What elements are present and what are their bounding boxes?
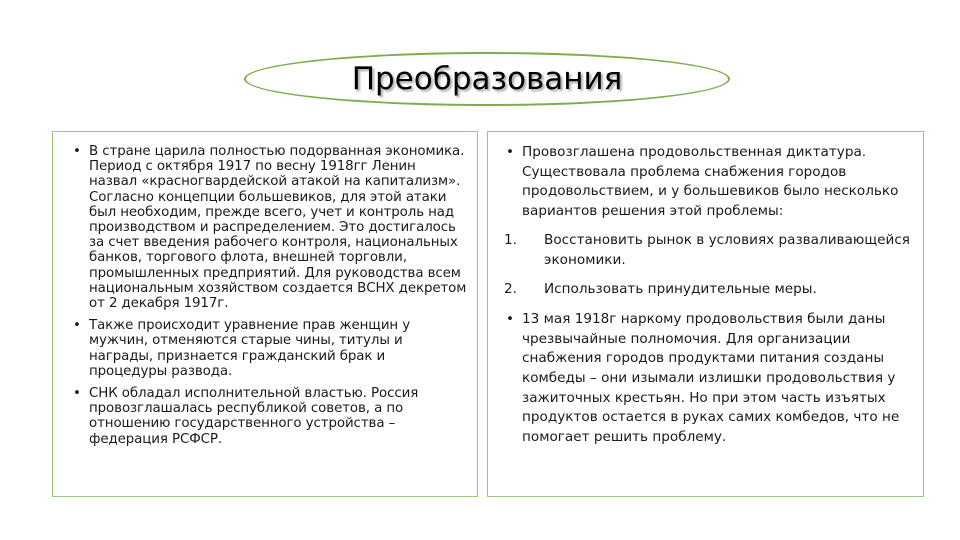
- numbered-item-2-text: Использовать принудительные меры.: [544, 280, 817, 297]
- right-final-bullet: • 13 мая 1918г наркому продовольствия были даны чрезвычайные полномочия. Для организации снабжения городов продуктами питания созданы комбеды – они изымали излишки продовольствия у зажиточных крестьян. Но при этом часть изъятых продуктов остается в руках самих комбедов, что не помогает решить проблему.: [504, 310, 913, 447]
- numbered-item-1-number: 1.: [504, 232, 517, 249]
- right-final-list: [504, 310, 913, 447]
- numbered-item-2-number: 2.: [504, 280, 517, 297]
- numbered-item-2: [504, 280, 913, 300]
- right-intro-bullet: • Провозглашена продовольственная диктатура. Существовала проблема снабжения городов продовольствием, и у большевиков было несколько вариантов решения этой проблемы:: [504, 143, 913, 221]
- right-numbered-list: [504, 231, 913, 299]
- right-text-panel: [487, 131, 924, 497]
- left-text-panel: [52, 131, 478, 497]
- numbered-item-1: [504, 231, 913, 270]
- left-bullet-2: • Также происходит уравнение прав женщин у мужчин, отменяются старые чины, титулы и награды, признается гражданский брак и процедуры развода.: [67, 318, 467, 379]
- left-bullet-1: • В стране царила полностью подорванная экономика. Период с октября 1917 по весну 1918гг Ленин назвал «красногвардейской атакой на капитализм». Согласно концепции большевиков, для этой атаки был необходим, прежде всего, учет и контроль над производством и распределением. Это достигалось за счет введения рабочего контроля, национальных банков, торгового флота, внешней торговли, промышленных предприятий. Для руководства всем национальным хозяйством создается ВСНХ декретом от 2 декабря 1917г.: [67, 144, 467, 311]
- right-intro-list: [504, 143, 913, 221]
- left-bullet-list: [67, 144, 467, 447]
- numbered-item-1-text: Восстановить рынок в условиях разваливающейся экономики.: [544, 232, 910, 268]
- slide-title: Преобразования: [351, 61, 623, 97]
- left-bullet-3: • СНК обладал исполнительной властью. Россия провозглашалась республикой советов, а по отношению государственного устройства – федерация РСФСР.: [67, 386, 467, 447]
